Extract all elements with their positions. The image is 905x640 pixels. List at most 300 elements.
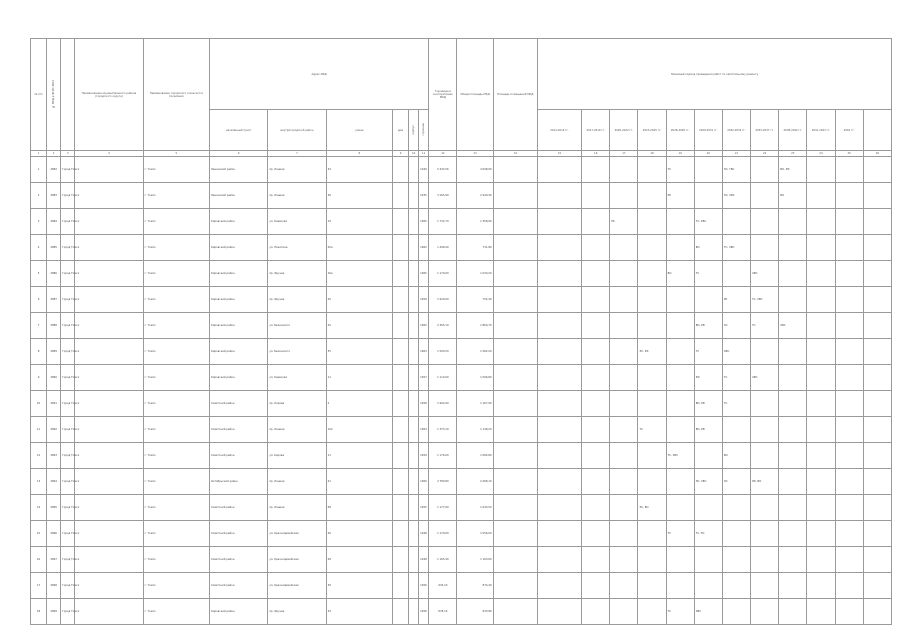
table-cell: г. Томск <box>143 573 209 599</box>
table-cell <box>393 183 409 209</box>
table-cell: ЭС, РФ <box>638 339 666 365</box>
header-period-11 <box>863 110 891 151</box>
table-cell <box>638 209 666 235</box>
table-cell: Город Томск <box>61 261 75 287</box>
table-cell <box>807 157 835 183</box>
table-cell: 1 732,70 <box>429 209 457 235</box>
table-cell <box>393 521 409 547</box>
table-cell: Октябрьский район <box>209 469 267 495</box>
table-cell: 1940 <box>419 157 429 183</box>
table-cell <box>75 339 143 365</box>
table-cell <box>835 417 863 443</box>
table-cell: 2893 <box>47 443 61 469</box>
table-row <box>31 287 892 313</box>
table-cell: ХВС <box>751 365 779 391</box>
table-cell <box>537 339 581 365</box>
header-period-2: 2020-2022 гг. <box>610 110 638 151</box>
table-cell <box>807 521 835 547</box>
table-cell: 1 358,90 <box>457 209 493 235</box>
table-cell <box>537 495 581 521</box>
table-cell: г. Томск <box>143 417 209 443</box>
table-cell <box>393 573 409 599</box>
table-cell: Кировский район <box>209 599 267 625</box>
table-cell <box>779 573 807 599</box>
table-cell: ТС <box>694 339 722 365</box>
table-cell: 15 <box>31 521 47 547</box>
table-cell: 5 432,56 <box>429 157 457 183</box>
table-cell <box>863 183 891 209</box>
table-cell: Советский район <box>209 573 267 599</box>
table-cell: г. Томск <box>143 313 209 339</box>
table-cell <box>582 235 610 261</box>
table-cell <box>610 183 638 209</box>
table-cell <box>409 469 419 495</box>
register-page <box>30 38 892 625</box>
table-cell <box>493 599 537 625</box>
table-cell <box>610 573 638 599</box>
table-cell: г. Томск <box>143 209 209 235</box>
column-number: 24 <box>807 151 835 157</box>
table-cell: Советский район <box>209 417 267 443</box>
table-cell <box>582 157 610 183</box>
table-cell: 58 <box>326 495 392 521</box>
table-cell <box>779 209 807 235</box>
table-cell <box>582 469 610 495</box>
table-cell <box>75 287 143 313</box>
table-cell: ул. Белинского <box>268 313 326 339</box>
table-cell <box>638 391 666 417</box>
table-cell: 1 177,60 <box>429 495 457 521</box>
table-cell <box>393 417 409 443</box>
table-cell <box>835 573 863 599</box>
table-cell <box>610 495 638 521</box>
table-cell <box>582 287 610 313</box>
table-cell <box>666 547 694 573</box>
table-cell <box>722 599 750 625</box>
table-cell <box>863 209 891 235</box>
table-cell <box>75 469 143 495</box>
header-period-3: 2023-2025 гг. <box>638 110 666 151</box>
capital-repair-table <box>30 38 892 625</box>
table-cell <box>638 469 666 495</box>
column-number: 13 <box>457 151 493 157</box>
table-cell <box>835 599 863 625</box>
table-cell: 2 <box>31 183 47 209</box>
table-cell: Город Томск <box>61 443 75 469</box>
table-cell <box>666 469 694 495</box>
table-cell: 25 <box>326 313 392 339</box>
table-cell: 28 <box>326 547 392 573</box>
table-cell <box>537 391 581 417</box>
table-cell <box>751 157 779 183</box>
table-cell: 17 <box>31 573 47 599</box>
table-cell: 2897 <box>47 547 61 573</box>
table-body <box>31 157 892 625</box>
table-cell <box>863 495 891 521</box>
table-cell <box>493 469 537 495</box>
table-cell <box>638 287 666 313</box>
table-cell <box>751 521 779 547</box>
table-cell <box>863 235 891 261</box>
table-cell: Город Томск <box>61 391 75 417</box>
table-cell <box>537 573 581 599</box>
table-cell: Город Томск <box>61 469 75 495</box>
table-cell: 14 <box>31 495 47 521</box>
table-cell <box>393 443 409 469</box>
table-row <box>31 547 892 573</box>
table-cell <box>863 391 891 417</box>
table-cell <box>582 599 610 625</box>
table-cell: 9 <box>31 365 47 391</box>
table-cell <box>751 599 779 625</box>
table-cell <box>610 261 638 287</box>
table-row <box>31 339 892 365</box>
header-stroenie: строение <box>419 110 429 151</box>
table-cell: 11 <box>326 443 392 469</box>
table-cell: 2898 <box>47 573 61 599</box>
table-row <box>31 209 892 235</box>
table-cell: 1948 <box>419 547 429 573</box>
table-cell <box>409 313 419 339</box>
table-cell: ВО <box>666 261 694 287</box>
table-cell <box>610 339 638 365</box>
table-cell <box>722 495 750 521</box>
column-number: 5 <box>143 151 209 157</box>
column-number: 2 <box>47 151 61 157</box>
table-cell <box>537 313 581 339</box>
table-cell <box>409 599 419 625</box>
table-cell: ул. Красноармейская <box>268 521 326 547</box>
table-cell: ТС <box>666 521 694 547</box>
table-cell: 13 <box>31 469 47 495</box>
table-cell <box>863 521 891 547</box>
table-cell <box>493 183 537 209</box>
table-cell <box>779 391 807 417</box>
table-cell: 11 <box>31 417 47 443</box>
table-cell: ВО, РФ <box>694 313 722 339</box>
table-cell <box>409 339 419 365</box>
header-schedule-group: Плановый период проведения работ по капитальному ремонту <box>537 39 891 110</box>
table-cell <box>409 183 419 209</box>
table-cell: 1 056,00 <box>457 521 493 547</box>
table-cell <box>75 183 143 209</box>
column-number: 8 <box>326 151 392 157</box>
table-cell <box>779 599 807 625</box>
header-period-9: 2041-2043 гг. <box>807 110 835 151</box>
table-cell <box>493 287 537 313</box>
table-cell <box>779 495 807 521</box>
table-row <box>31 183 892 209</box>
table-cell <box>537 521 581 547</box>
table-cell <box>666 391 694 417</box>
table-cell: Город Томск <box>61 339 75 365</box>
table-cell: Город Томск <box>61 547 75 573</box>
table-cell <box>666 287 694 313</box>
table-cell <box>779 287 807 313</box>
table-cell <box>751 573 779 599</box>
table-cell <box>493 365 537 391</box>
table-cell <box>493 209 537 235</box>
table-cell: РК <box>610 209 638 235</box>
table-cell <box>582 183 610 209</box>
table-cell <box>409 391 419 417</box>
table-cell <box>666 417 694 443</box>
table-cell: 35 <box>326 339 392 365</box>
table-cell: 2887 <box>47 287 61 313</box>
table-cell <box>582 495 610 521</box>
table-cell: пр. Ленина <box>268 417 326 443</box>
table-cell <box>863 287 891 313</box>
table-cell <box>779 521 807 547</box>
table-cell <box>75 495 143 521</box>
header-period-4: 2026-2028 гг. <box>666 110 694 151</box>
table-cell: ул. Красноармейская <box>268 547 326 573</box>
table-row <box>31 443 892 469</box>
table-cell: пр. Ленина <box>268 157 326 183</box>
table-cell: 3 165,90 <box>429 183 457 209</box>
table-cell <box>493 495 537 521</box>
table-cell: г. Томск <box>143 495 209 521</box>
table-cell <box>409 209 419 235</box>
table-cell: 20а <box>326 235 392 261</box>
table-cell: г. Томск <box>143 599 209 625</box>
table-cell <box>638 443 666 469</box>
table-cell <box>807 573 835 599</box>
table-cell: г. Томск <box>143 183 209 209</box>
table-cell: 2883 <box>47 183 61 209</box>
column-number: 12 <box>429 151 457 157</box>
table-cell: Кировский район <box>209 365 267 391</box>
table-cell: пр. Фрунзе <box>268 261 326 287</box>
table-cell <box>638 365 666 391</box>
table-cell <box>863 599 891 625</box>
table-cell: РФ, ВО <box>751 469 779 495</box>
table-cell: 1 176,00 <box>429 443 457 469</box>
table-cell: 30 <box>326 573 392 599</box>
table-cell: 3 <box>31 209 47 235</box>
table-cell: 878,10 <box>429 599 457 625</box>
column-number: 20 <box>694 151 722 157</box>
table-cell <box>393 547 409 573</box>
table-cell: 20 <box>326 287 392 313</box>
table-cell <box>751 339 779 365</box>
table-cell <box>537 469 581 495</box>
table-cell: 1957 <box>419 365 429 391</box>
table-cell <box>582 209 610 235</box>
table-cell: 4 <box>31 235 47 261</box>
table-cell <box>493 391 537 417</box>
header-house: дом <box>393 110 409 151</box>
table-cell: 1 170,00 <box>429 521 457 547</box>
column-number: 15 <box>537 151 581 157</box>
table-cell: 1935 <box>419 183 429 209</box>
table-cell <box>835 235 863 261</box>
table-row <box>31 573 892 599</box>
table-cell: ХВС <box>779 313 807 339</box>
table-cell: ТС, ЭС <box>694 521 722 547</box>
table-cell: РК <box>666 183 694 209</box>
table-cell <box>393 261 409 287</box>
table-cell <box>582 573 610 599</box>
table-cell <box>75 599 143 625</box>
table-cell: 1 163,60 <box>457 547 493 573</box>
header-street: улица <box>326 110 392 151</box>
table-cell: 8 <box>31 339 47 365</box>
table-cell: 16а <box>326 261 392 287</box>
table-cell <box>863 365 891 391</box>
table-cell <box>722 261 750 287</box>
table-cell <box>722 521 750 547</box>
table-cell: г. Томск <box>143 443 209 469</box>
header-mun-district: Наименование муниципального района (городского округа) <box>75 39 143 151</box>
table-cell: 1 170,00 <box>429 261 457 287</box>
table-cell <box>75 521 143 547</box>
table-cell: 1956 <box>419 599 429 625</box>
table-cell: 1 096,80 <box>457 365 493 391</box>
table-cell: 2886 <box>47 261 61 287</box>
table-cell <box>807 417 835 443</box>
table-cell: Город Томск <box>61 495 75 521</box>
table-cell: 10 <box>31 391 47 417</box>
header-period-1: 2017-2019 гг. <box>582 110 610 151</box>
table-cell: 2 365,10 <box>429 313 457 339</box>
table-cell <box>610 599 638 625</box>
table-cell: ТС <box>638 417 666 443</box>
table-cell: РФ <box>694 365 722 391</box>
table-cell <box>807 183 835 209</box>
table-cell: ТС, ХВС <box>751 287 779 313</box>
table-cell <box>807 547 835 573</box>
table-row <box>31 417 892 443</box>
table-cell: 2899 <box>47 599 61 625</box>
table-cell: 1 165,40 <box>429 547 457 573</box>
table-cell: Ленинский район <box>209 157 267 183</box>
table-cell: 4 098,90 <box>457 157 493 183</box>
table-cell: 1 167,90 <box>457 391 493 417</box>
table-cell <box>393 287 409 313</box>
table-cell <box>863 313 891 339</box>
table-cell <box>666 235 694 261</box>
table-cell <box>751 417 779 443</box>
column-number: 22 <box>751 151 779 157</box>
header-address-group: Адрес МКД <box>209 39 428 110</box>
table-row <box>31 599 892 625</box>
table-cell: ХВС <box>694 599 722 625</box>
table-cell: 1962 <box>419 313 429 339</box>
table-cell: 11 <box>326 365 392 391</box>
table-cell <box>75 547 143 573</box>
table-cell <box>751 391 779 417</box>
table-cell: 2896 <box>47 521 61 547</box>
table-cell <box>75 313 143 339</box>
table-cell <box>835 313 863 339</box>
table-cell <box>666 209 694 235</box>
table-cell: 752,40 <box>457 287 493 313</box>
table-cell <box>610 287 638 313</box>
table-cell <box>807 287 835 313</box>
table-cell <box>807 469 835 495</box>
table-cell: 633,80 <box>457 599 493 625</box>
table-cell: ВО, РФ <box>694 417 722 443</box>
table-cell <box>835 521 863 547</box>
column-number: 1 <box>31 151 47 157</box>
table-cell: 2882 <box>47 157 61 183</box>
table-cell: 1959 <box>419 443 429 469</box>
table-cell: ВО, РФ <box>694 391 722 417</box>
table-cell <box>863 573 891 599</box>
table-cell <box>393 209 409 235</box>
table-cell <box>75 443 143 469</box>
header-period-8: 2038-2040 гг. <box>779 110 807 151</box>
table-cell <box>393 599 409 625</box>
table-cell <box>779 339 807 365</box>
table-cell: 1959 <box>419 287 429 313</box>
table-cell: 1 110,00 <box>429 365 457 391</box>
table-cell <box>694 443 722 469</box>
table-cell <box>493 261 537 287</box>
table-cell <box>863 547 891 573</box>
table-cell: 2889 <box>47 339 61 365</box>
table-cell: 41 <box>326 469 392 495</box>
table-cell: Кировский район <box>209 235 267 261</box>
table-cell <box>582 365 610 391</box>
column-number: 19 <box>666 151 694 157</box>
table-cell <box>751 495 779 521</box>
table-cell <box>610 443 638 469</box>
table-cell: пр. Ленина <box>268 183 326 209</box>
table-cell <box>409 157 419 183</box>
header-period-7: 2035-2037 гг. <box>751 110 779 151</box>
table-cell: 5 <box>31 261 47 287</box>
header-id: № МКД в ФГИС ЖКХ <box>47 39 61 151</box>
table-cell <box>807 391 835 417</box>
table-cell: 2892 <box>47 417 61 443</box>
table-cell: Город Томск <box>61 157 75 183</box>
table-cell: 6 <box>31 287 47 313</box>
table-cell <box>694 573 722 599</box>
table-cell <box>835 287 863 313</box>
table-cell <box>835 469 863 495</box>
column-number: 3 <box>61 151 75 157</box>
table-cell: 2885 <box>47 235 61 261</box>
table-cell <box>638 547 666 573</box>
table-cell <box>835 443 863 469</box>
table-cell <box>807 443 835 469</box>
table-cell: ХВС <box>751 261 779 287</box>
table-cell: г. Томск <box>143 261 209 287</box>
header-blank <box>61 39 75 151</box>
table-cell <box>75 391 143 417</box>
table-cell: пр. Ленина <box>268 469 326 495</box>
table-cell <box>409 235 419 261</box>
column-number: 11 <box>419 151 429 157</box>
table-cell <box>863 261 891 287</box>
table-cell <box>393 495 409 521</box>
table-cell <box>610 365 638 391</box>
table-cell: 1 030,20 <box>457 261 493 287</box>
table-cell: 874,40 <box>457 573 493 599</box>
table-cell: 1960 <box>419 469 429 495</box>
table-cell: ЭС <box>722 469 750 495</box>
table-cell <box>751 183 779 209</box>
table-cell: Кировский район <box>209 313 267 339</box>
table-cell <box>493 417 537 443</box>
table-cell <box>779 365 807 391</box>
table-cell <box>694 495 722 521</box>
table-row <box>31 391 892 417</box>
table-cell: 1 082,80 <box>457 443 493 469</box>
table-cell <box>493 339 537 365</box>
